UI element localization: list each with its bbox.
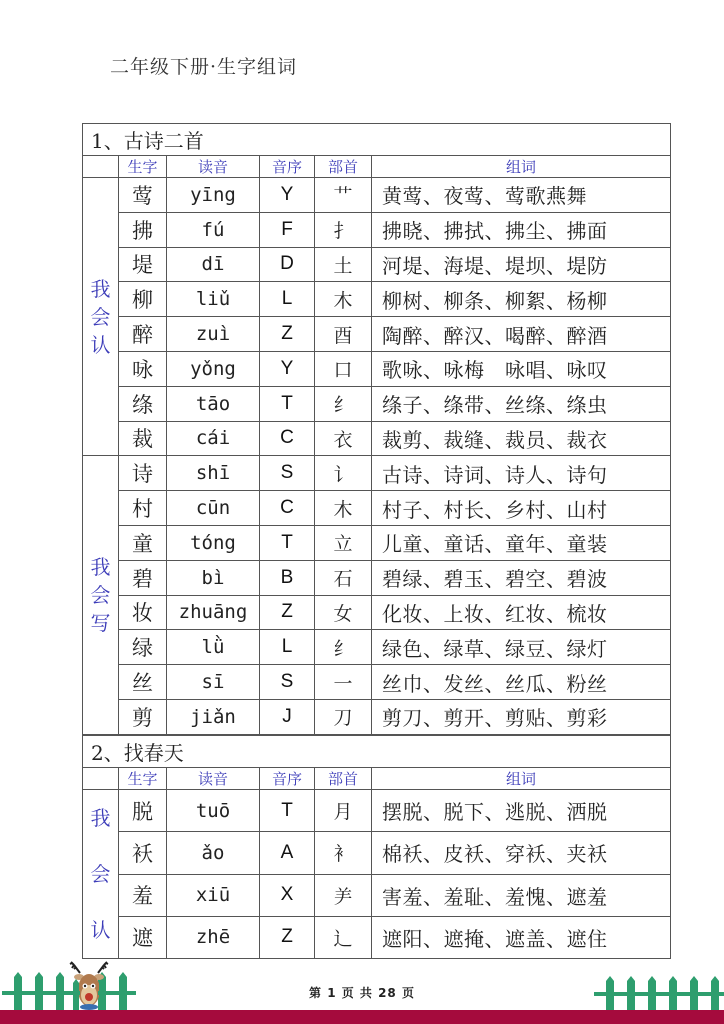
- radical-cell: 木: [315, 282, 372, 317]
- pinyin-cell: jiǎn: [167, 699, 260, 734]
- pinyin-cell: cūn: [167, 491, 260, 526]
- group-label: 我 会 写: [83, 456, 119, 734]
- radical-cell: 立: [315, 525, 372, 560]
- char-cell: 醉: [119, 317, 167, 352]
- pinyin-cell: liǔ: [167, 282, 260, 317]
- char-cell: 莺: [119, 178, 167, 213]
- header-pinyin: 读音: [167, 156, 260, 178]
- words-cell: 柳树、柳条、柳絮、杨柳: [372, 282, 671, 317]
- header-radical: 部首: [315, 156, 372, 178]
- table-row: [83, 178, 671, 213]
- seq-cell: L: [260, 630, 315, 665]
- header-row: [83, 768, 671, 790]
- seq-cell: F: [260, 212, 315, 247]
- seq-cell: Z: [260, 595, 315, 630]
- seq-cell: Y: [260, 178, 315, 213]
- char-cell: 绿: [119, 630, 167, 665]
- table-row: [83, 212, 671, 247]
- radical-cell: 衤: [315, 832, 372, 874]
- char-cell: 堤: [119, 247, 167, 282]
- section-1-table: [82, 123, 671, 735]
- words-cell: 古诗、诗词、诗人、诗句: [372, 456, 671, 491]
- seq-cell: T: [260, 790, 315, 832]
- seq-cell: C: [260, 421, 315, 456]
- seq-cell: S: [260, 456, 315, 491]
- char-cell: 村: [119, 491, 167, 526]
- seq-cell: Y: [260, 351, 315, 386]
- char-cell: 妆: [119, 595, 167, 630]
- char-cell: 羞: [119, 874, 167, 916]
- section-2-table: [82, 735, 671, 959]
- words-cell: 化妆、上妆、红妆、梳妆: [372, 595, 671, 630]
- seq-cell: Z: [260, 916, 315, 958]
- table-row: [83, 595, 671, 630]
- table-row: [83, 247, 671, 282]
- pinyin-cell: xiū: [167, 874, 260, 916]
- words-cell: 丝巾、发丝、丝瓜、粉丝: [372, 665, 671, 700]
- char-cell: 裁: [119, 421, 167, 456]
- table-row: [83, 282, 671, 317]
- seq-cell: T: [260, 525, 315, 560]
- radical-cell: 一: [315, 665, 372, 700]
- section-2-body: [83, 790, 671, 959]
- section-title-row: [83, 736, 671, 768]
- table-row: [83, 832, 671, 874]
- header-gap: [83, 768, 119, 790]
- char-cell: 绦: [119, 386, 167, 421]
- group-label: 我 会 认: [83, 790, 119, 959]
- char-cell: 童: [119, 525, 167, 560]
- words-cell: 黄莺、夜莺、莺歌燕舞: [372, 178, 671, 213]
- section-title: 2、找春天: [83, 736, 671, 768]
- header-seq: 音序: [260, 768, 315, 790]
- radical-cell: 纟: [315, 386, 372, 421]
- radical-cell: 衣: [315, 421, 372, 456]
- radical-cell: 辶: [315, 916, 372, 958]
- pinyin-cell: tāo: [167, 386, 260, 421]
- words-cell: 陶醉、醉汉、喝醉、醉酒: [372, 317, 671, 352]
- table-row: [83, 790, 671, 832]
- pinyin-cell: bì: [167, 560, 260, 595]
- header-words: 组词: [372, 156, 671, 178]
- words-cell: 绦子、绦带、丝绦、绦虫: [372, 386, 671, 421]
- radical-cell: 纟: [315, 630, 372, 665]
- char-cell: 袄: [119, 832, 167, 874]
- table-row: [83, 665, 671, 700]
- seq-cell: Z: [260, 317, 315, 352]
- radical-cell: 月: [315, 790, 372, 832]
- char-cell: 诗: [119, 456, 167, 491]
- header-radical: 部首: [315, 768, 372, 790]
- words-cell: 害羞、羞耻、羞愧、遮羞: [372, 874, 671, 916]
- section-title-row: [83, 124, 671, 156]
- table-row: [83, 630, 671, 665]
- pinyin-cell: fú: [167, 212, 260, 247]
- table-row: [83, 351, 671, 386]
- section-title: 1、古诗二首: [83, 124, 671, 156]
- pinyin-cell: tóng: [167, 525, 260, 560]
- char-cell: 剪: [119, 699, 167, 734]
- radical-cell: 石: [315, 560, 372, 595]
- pinyin-cell: zuì: [167, 317, 260, 352]
- words-cell: 遮阳、遮掩、遮盖、遮住: [372, 916, 671, 958]
- header-char: 生字: [119, 156, 167, 178]
- page-title: 二年级下册·生字组词: [110, 56, 298, 78]
- char-cell: 遮: [119, 916, 167, 958]
- table-row: [83, 386, 671, 421]
- words-cell: 绿色、绿草、绿豆、绿灯: [372, 630, 671, 665]
- words-cell: 碧绿、碧玉、碧空、碧波: [372, 560, 671, 595]
- radical-cell: 木: [315, 491, 372, 526]
- table-row: [83, 699, 671, 734]
- header-words: 组词: [372, 768, 671, 790]
- char-cell: 咏: [119, 351, 167, 386]
- words-cell: 剪刀、剪开、剪贴、剪彩: [372, 699, 671, 734]
- words-cell: 河堤、海堤、堤坝、堤防: [372, 247, 671, 282]
- table-row: [83, 874, 671, 916]
- radical-cell: 土: [315, 247, 372, 282]
- footer-bar: [0, 1010, 724, 1024]
- header-seq: 音序: [260, 156, 315, 178]
- seq-cell: X: [260, 874, 315, 916]
- words-cell: 村子、村长、乡村、山村: [372, 491, 671, 526]
- radical-cell: 艹: [315, 178, 372, 213]
- header-gap: [83, 156, 119, 178]
- words-cell: 拂晓、拂拭、拂尘、拂面: [372, 212, 671, 247]
- table-row: [83, 456, 671, 491]
- seq-cell: D: [260, 247, 315, 282]
- section-1-body: [83, 178, 671, 735]
- seq-cell: T: [260, 386, 315, 421]
- words-cell: 棉袄、皮袄、穿袄、夹袄: [372, 832, 671, 874]
- pinyin-cell: lǜ: [167, 630, 260, 665]
- pinyin-cell: tuō: [167, 790, 260, 832]
- radical-cell: ⺶: [315, 874, 372, 916]
- char-cell: 柳: [119, 282, 167, 317]
- header-char: 生字: [119, 768, 167, 790]
- char-cell: 丝: [119, 665, 167, 700]
- words-cell: 摆脱、脱下、逃脱、洒脱: [372, 790, 671, 832]
- pinyin-cell: zhē: [167, 916, 260, 958]
- table-row: [83, 525, 671, 560]
- seq-cell: C: [260, 491, 315, 526]
- seq-cell: J: [260, 699, 315, 734]
- radical-cell: 刀: [315, 699, 372, 734]
- table-row: [83, 560, 671, 595]
- page-number: 第 1 页 共 28 页: [309, 986, 415, 1000]
- pinyin-cell: yīng: [167, 178, 260, 213]
- header-row: [83, 156, 671, 178]
- pinyin-cell: cái: [167, 421, 260, 456]
- pinyin-cell: ǎo: [167, 832, 260, 874]
- words-cell: 歌咏、咏梅 咏唱、咏叹: [372, 351, 671, 386]
- table-row: [83, 491, 671, 526]
- group-label: 我 会 认: [83, 178, 119, 456]
- seq-cell: B: [260, 560, 315, 595]
- words-cell: 儿童、童话、童年、童装: [372, 525, 671, 560]
- table-row: [83, 916, 671, 958]
- radical-cell: 女: [315, 595, 372, 630]
- char-cell: 脱: [119, 790, 167, 832]
- header-pinyin: 读音: [167, 768, 260, 790]
- words-cell: 裁剪、裁缝、裁员、裁衣: [372, 421, 671, 456]
- radical-cell: 扌: [315, 212, 372, 247]
- char-cell: 拂: [119, 212, 167, 247]
- table-row: [83, 317, 671, 352]
- radical-cell: 酉: [315, 317, 372, 352]
- radical-cell: 讠: [315, 456, 372, 491]
- pinyin-cell: zhuāng: [167, 595, 260, 630]
- pinyin-cell: dī: [167, 247, 260, 282]
- pinyin-cell: shī: [167, 456, 260, 491]
- seq-cell: S: [260, 665, 315, 700]
- radical-cell: 口: [315, 351, 372, 386]
- char-cell: 碧: [119, 560, 167, 595]
- pinyin-cell: sī: [167, 665, 260, 700]
- seq-cell: L: [260, 282, 315, 317]
- seq-cell: A: [260, 832, 315, 874]
- table-row: [83, 421, 671, 456]
- pinyin-cell: yǒng: [167, 351, 260, 386]
